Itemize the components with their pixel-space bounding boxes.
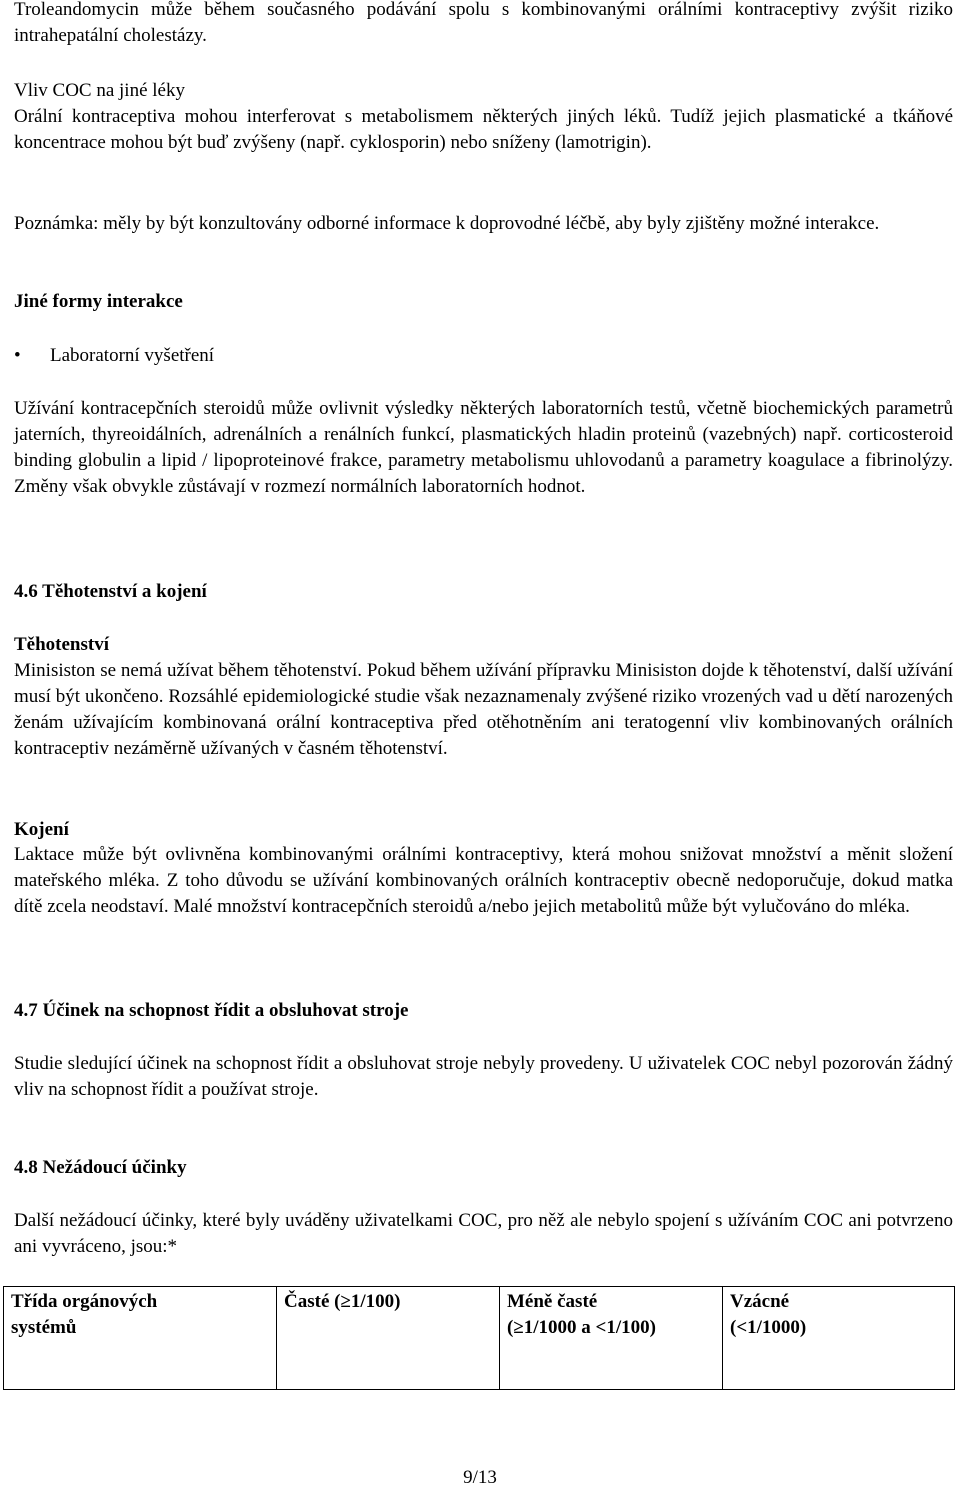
- tehotenstvi-paragraph: Minisiston se nemá užívat během těhotenství. Pokud během užívání přípravku Minisiston dojde k těhotenství, další užívání musí být ukončeno. Rozsáhlé epidemiologické studie však nezaznamenaly zvýšené riziko vrozených vad u dětí narozených ženám užívajícím kombinovaná orální kontraceptiva před otěhotněním ani teratogenní vliv kombinovaných orálních kontraceptiv nezáměrně užívaných v časném těhotenství.: [14, 660, 953, 759]
- col-organ-class-line2: systémů: [11, 1317, 77, 1338]
- col-rare-line2: (<1/1000): [730, 1317, 807, 1338]
- kojeni-heading: Kojení: [14, 819, 69, 840]
- col-rare-line1: Vzácné: [730, 1291, 790, 1312]
- section-4-6-heading: 4.6 Těhotenství a kojení: [14, 581, 207, 602]
- vliv-heading: Vliv COC na jiné léky: [14, 80, 185, 101]
- kojeni-paragraph: Laktace může být ovlivněna kombinovanými orálními kontraceptivy, která mohou snižovat množství a měnit složení mateřského mléka. Z toho důvodu se užívání kombinovaných orálních kontraceptiv obecně nedoporučuje, dokud matka dítě zcela neodstaví. Malé množství kontracepčních steroidů a/nebo jejich metabolitů může být vylučováno do mléka.: [14, 844, 953, 917]
- col-organ-class: [4, 1287, 277, 1390]
- bullet-icon: •: [14, 345, 21, 366]
- vliv-paragraph: Orální kontraceptiva mohou interferovat s metabolismem některých jiných léků. Tudíž jejich plasmatické a tkáňové koncentrace mohou být buď zvýšeny (např. cyklosporin) nebo sníženy (lamotrigin).: [14, 106, 953, 153]
- section-4-8-heading: 4.8 Nežádoucí účinky: [14, 1157, 187, 1178]
- poznamka-paragraph: Poznámka: měly by být konzultovány odborné informace k doprovodné léčbě, aby byly zjištěny možné interakce.: [14, 213, 880, 234]
- jine-formy-heading: Jiné formy interakce: [14, 291, 183, 312]
- col-common: [277, 1287, 500, 1390]
- section-4-7-heading: 4.7 Účinek na schopnost řídit a obsluhovat stroje: [14, 1000, 409, 1021]
- tehotenstvi-heading: Těhotenství: [14, 634, 109, 655]
- lab-paragraph: Užívání kontracepčních steroidů může ovlivnit výsledky některých laboratorních testů, včetně biochemických parametrů jaterních, thyreoidálních, adrenálních a renálních funkcí, plasmatických hladin proteinů (vazebných) např. corticosteroid binding globulin a lipid / lipoproteinové frakce, parametry metabolismu uhlovodanů a parametry koagulace a fibrinolýzy. Změny však obvykle zůstávají v rozmezí normálních laboratorních hodnot.: [14, 398, 953, 497]
- lab-bullet-item: [14, 343, 214, 369]
- col-uncommon-line2: (≥1/1000 a <1/100): [507, 1317, 656, 1338]
- col-common-label: Časté (≥1/100): [284, 1291, 401, 1312]
- table-header-row: [4, 1287, 955, 1390]
- troleandomycin-paragraph: Troleandomycin může během současného podávání spolu s kombinovanými orálními kontraceptivy zvýšit riziko intrahepatální cholestázy.: [14, 0, 953, 46]
- lab-bullet-label: Laboratorní vyšetření: [50, 345, 215, 366]
- rizeni-paragraph: Studie sledující účinek na schopnost řídit a obsluhovat stroje nebyly provedeny. U uživatelek COC nebyl pozorován žádný vliv na schopnost řídit a používat stroje.: [14, 1053, 953, 1100]
- col-uncommon-line1: Méně časté: [507, 1291, 598, 1312]
- nezadouci-paragraph: Další nežádoucí účinky, které byly uváděny uživatelkami COC, pro něž ale nebylo spojení s užíváním COC ani potvrzeno ani vyvráceno, jsou:*: [14, 1210, 953, 1257]
- adverse-effects-table: [3, 1286, 955, 1390]
- col-organ-class-line1: Třída orgánových: [11, 1291, 158, 1312]
- page-number: 9/13: [463, 1467, 497, 1488]
- col-rare: [723, 1287, 955, 1390]
- col-uncommon: [500, 1287, 723, 1390]
